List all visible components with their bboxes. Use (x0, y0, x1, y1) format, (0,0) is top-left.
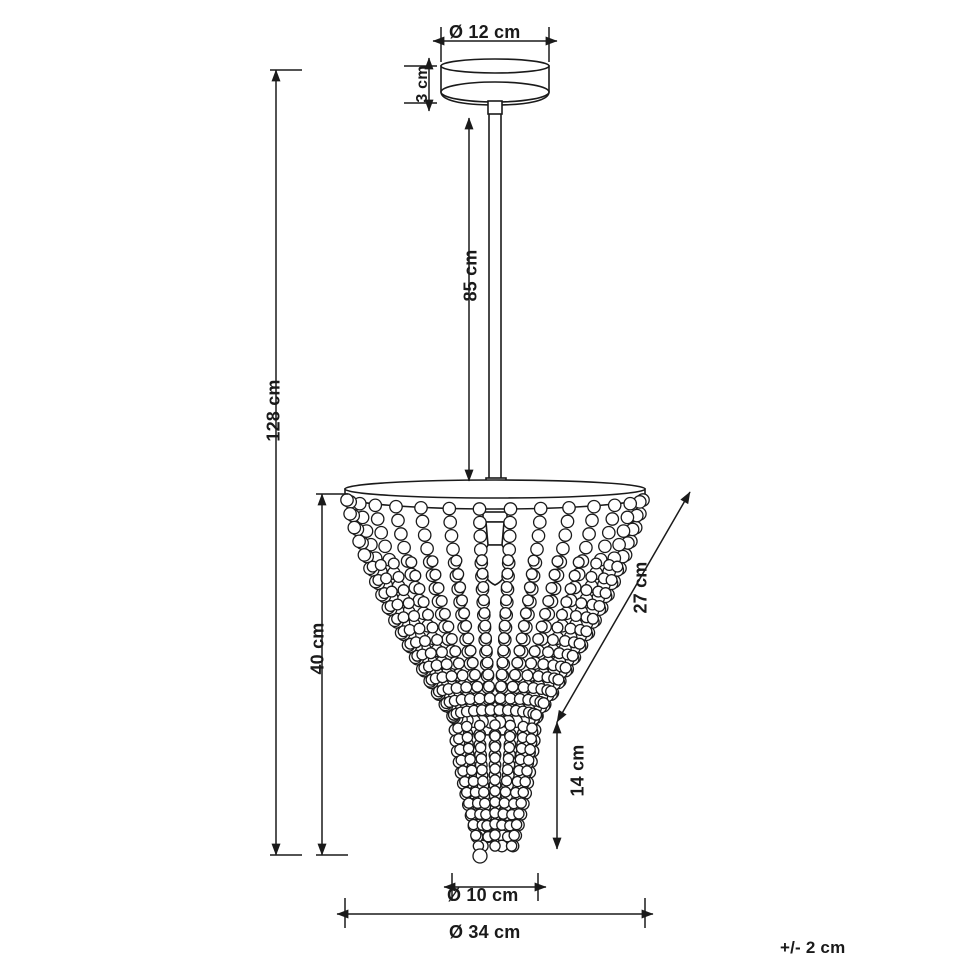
label-tassel-height: 14 cm (567, 744, 588, 797)
suspension-rod (486, 114, 506, 488)
label-tolerance-note: +/- 2 cm (780, 938, 846, 957)
label-shade-slant: 27 cm (630, 561, 651, 614)
label-rod-length: 85 cm (460, 249, 481, 302)
ceiling-canopy (441, 59, 549, 114)
label-total-height: 128 cm (263, 379, 284, 442)
label-shade-diameter: Ø 34 cm (449, 922, 521, 942)
dim-total-height (270, 70, 302, 855)
beaded-strands-tassel (449, 720, 541, 863)
lamp-geometry (345, 59, 645, 735)
label-canopy-height: 3 cm (414, 65, 431, 103)
label-tassel-diameter: Ø 10 cm (447, 885, 519, 905)
label-shade-height: 40 cm (307, 622, 328, 675)
label-canopy-diameter: Ø 12 cm (449, 22, 521, 42)
